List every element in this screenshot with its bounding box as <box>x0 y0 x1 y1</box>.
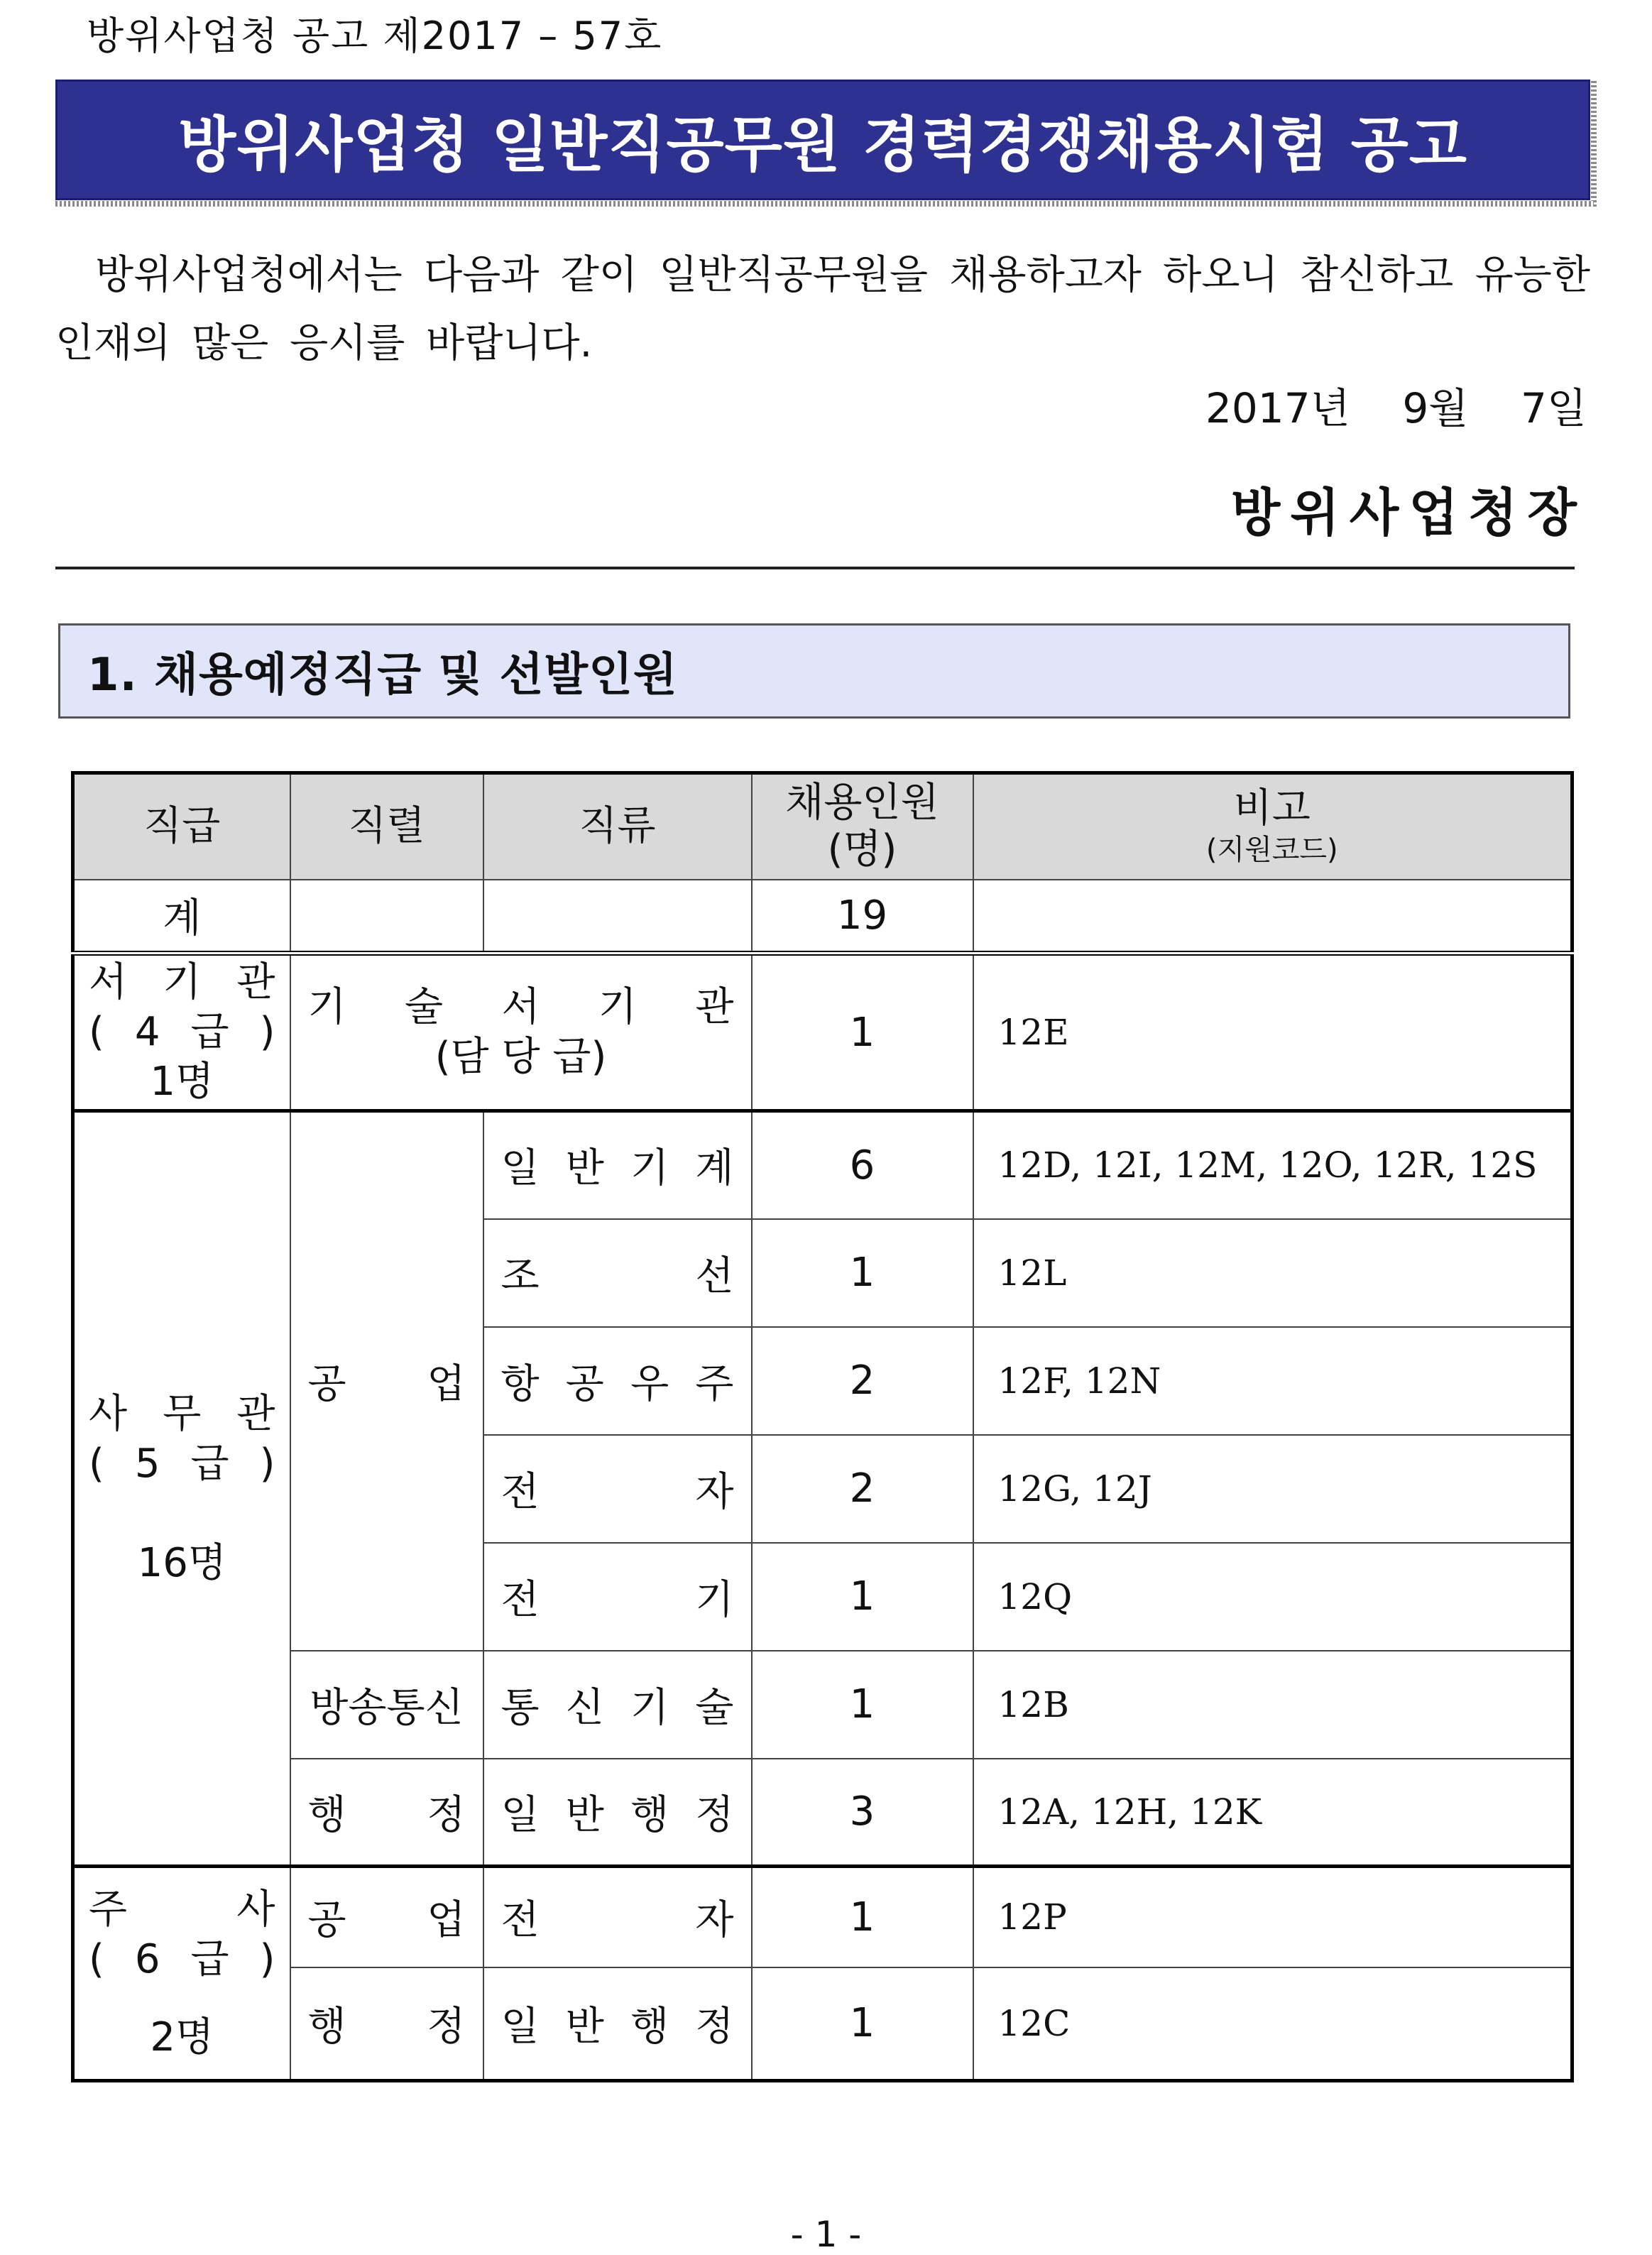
table-row <box>73 1967 1572 2081</box>
grade-cell-jusa: 주 사 ( 6 급 ) 2명 <box>73 1867 290 2081</box>
header-class: 직류 <box>483 773 752 880</box>
series-cell: 공 업 <box>290 1867 483 1967</box>
count-cell: 1 <box>752 954 973 1111</box>
table-row <box>73 954 1572 1111</box>
header-count <box>752 773 973 880</box>
intro-text: 방위사업청에서는 다음과 같이 일반직공무원을 채용하고자 하오니 참신하고 유능한 인재의 많은 응시를 바랍니다. <box>55 252 1590 366</box>
grade-cell-seogigwan: 서 기 관 ( 4 급 ) 1명 <box>73 954 290 1111</box>
count-cell: 2 <box>752 1327 973 1435</box>
class-cell: 조 선 <box>483 1219 752 1327</box>
title-banner <box>55 80 1590 200</box>
count-cell: 1 <box>752 1219 973 1327</box>
series-cell: 행 정 <box>290 1967 483 2081</box>
table-row <box>73 1651 1572 1759</box>
divider-line <box>55 567 1575 569</box>
recruitment-table <box>71 771 1574 2082</box>
count-cell: 2 <box>752 1435 973 1543</box>
table-row <box>73 1759 1572 1867</box>
count-cell: 6 <box>752 1111 973 1219</box>
code-cell: 12E <box>973 954 1572 1111</box>
class-cell: 항 공 우 주 <box>483 1327 752 1435</box>
series-cell-industry: 공 업 <box>290 1111 483 1651</box>
class-cell: 일 반 행 정 <box>483 1759 752 1867</box>
table-row <box>73 1867 1572 1967</box>
class-cell: 전 기 <box>483 1543 752 1651</box>
table-header-row <box>73 773 1572 880</box>
series-cell-broadcast: 방송통신 <box>290 1651 483 1759</box>
class-cell: 전 자 <box>483 1435 752 1543</box>
header-count-line2: (명) <box>827 826 897 873</box>
code-cell: 12G, 12J <box>973 1435 1572 1543</box>
notice-number: 방위사업청 공고 제2017 – 57호 <box>87 13 663 58</box>
code-cell: 12Q <box>973 1543 1572 1651</box>
count-cell: 3 <box>752 1759 973 1867</box>
series-cell-admin: 행 정 <box>290 1759 483 1867</box>
code-cell: 12C <box>973 1967 1572 2081</box>
header-count-line1: 채용인원 <box>785 780 939 826</box>
table-row <box>73 1111 1572 1219</box>
section-title: 1. 채용예정직급 및 선발인원 <box>87 649 678 701</box>
code-cell: 12B <box>973 1651 1572 1759</box>
header-series: 직렬 <box>290 773 483 880</box>
header-remarks <box>973 773 1572 880</box>
section-header-box <box>58 623 1570 719</box>
page-number: - 1 - <box>790 2214 862 2255</box>
code-cell: 12F, 12N <box>973 1327 1572 1435</box>
count-cell: 1 <box>752 1543 973 1651</box>
class-cell: 일 반 기 계 <box>483 1111 752 1219</box>
count-cell: 1 <box>752 1867 973 1967</box>
document-title: 방위사업청 일반직공무원 경력경쟁채용시험 공고 <box>178 109 1467 180</box>
header-remarks-line1: 비고 <box>1233 785 1311 832</box>
issuer-signature: 방위사업청장 <box>1230 483 1587 542</box>
code-cell: 12P <box>973 1867 1572 1967</box>
intro-paragraph <box>55 241 1590 378</box>
header-grade: 직급 <box>73 773 290 880</box>
class-cell: 전 자 <box>483 1867 752 1967</box>
class-cell: 일 반 행 정 <box>483 1967 752 2081</box>
code-cell: 12D, 12I, 12M, 12O, 12R, 12S <box>973 1111 1572 1219</box>
count-cell: 1 <box>752 1651 973 1759</box>
header-remarks-line2: (지원코드) <box>1205 834 1338 867</box>
grade-cell-samugwan: 사 무 관 ( 5 급 ) 16명 <box>73 1111 290 1867</box>
series-cell-tech-seogigwan: 기 술 서 기 관 (담 당 급) <box>290 954 752 1111</box>
code-cell: 12A, 12H, 12K <box>973 1759 1572 1867</box>
count-cell: 1 <box>752 1967 973 2081</box>
notice-date: 2017년 9월 7일 <box>1205 384 1587 432</box>
code-cell: 12L <box>973 1219 1572 1327</box>
class-cell: 통 신 기 술 <box>483 1651 752 1759</box>
total-label: 계 <box>73 880 290 954</box>
total-count: 19 <box>752 880 973 954</box>
total-row <box>73 880 1572 954</box>
